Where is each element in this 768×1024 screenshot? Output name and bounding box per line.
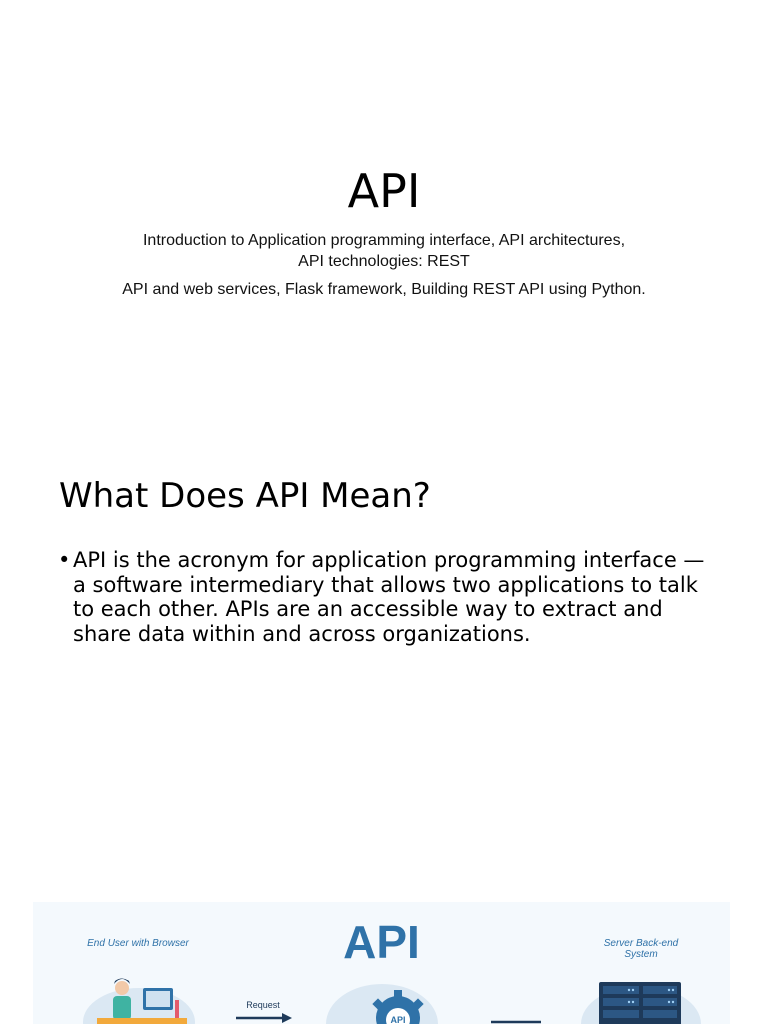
end-user-caption: End User with Browser [87,938,189,949]
slide-title: API [347,164,421,218]
api-diagram-slide [33,902,730,1024]
subtitle-line: Introduction to Application programming interface, API architectures, [142,232,626,249]
diagram-heading: API [343,916,420,968]
slide-heading: What Does API Mean? [59,476,431,516]
bullet-marker: • [58,548,71,572]
request-arrow-icon [236,1012,292,1024]
request-label: Request [246,1000,280,1010]
title-slide [0,0,768,430]
bullet-item [58,548,718,646]
server-illustration [581,974,711,1024]
gear-label: API [390,1015,406,1024]
response-arrow-icon [491,1018,541,1024]
server-caption: Server Back-end System [603,938,679,960]
gear-icon [326,976,438,1024]
subtitle-line: API and web services, Flask framework, Building REST API using Python. [122,281,646,298]
end-user-illustration [77,970,197,1024]
definition-slide [0,430,768,890]
subtitle-line: API technologies: REST [298,253,470,270]
bullet-text: API is the acronym for application programming interface — a software intermediary that allows two applications to talk to each other. APIs are an accessible way to extract and share data within and across organizations. [73,548,705,646]
slide-subtitle [0,230,768,300]
